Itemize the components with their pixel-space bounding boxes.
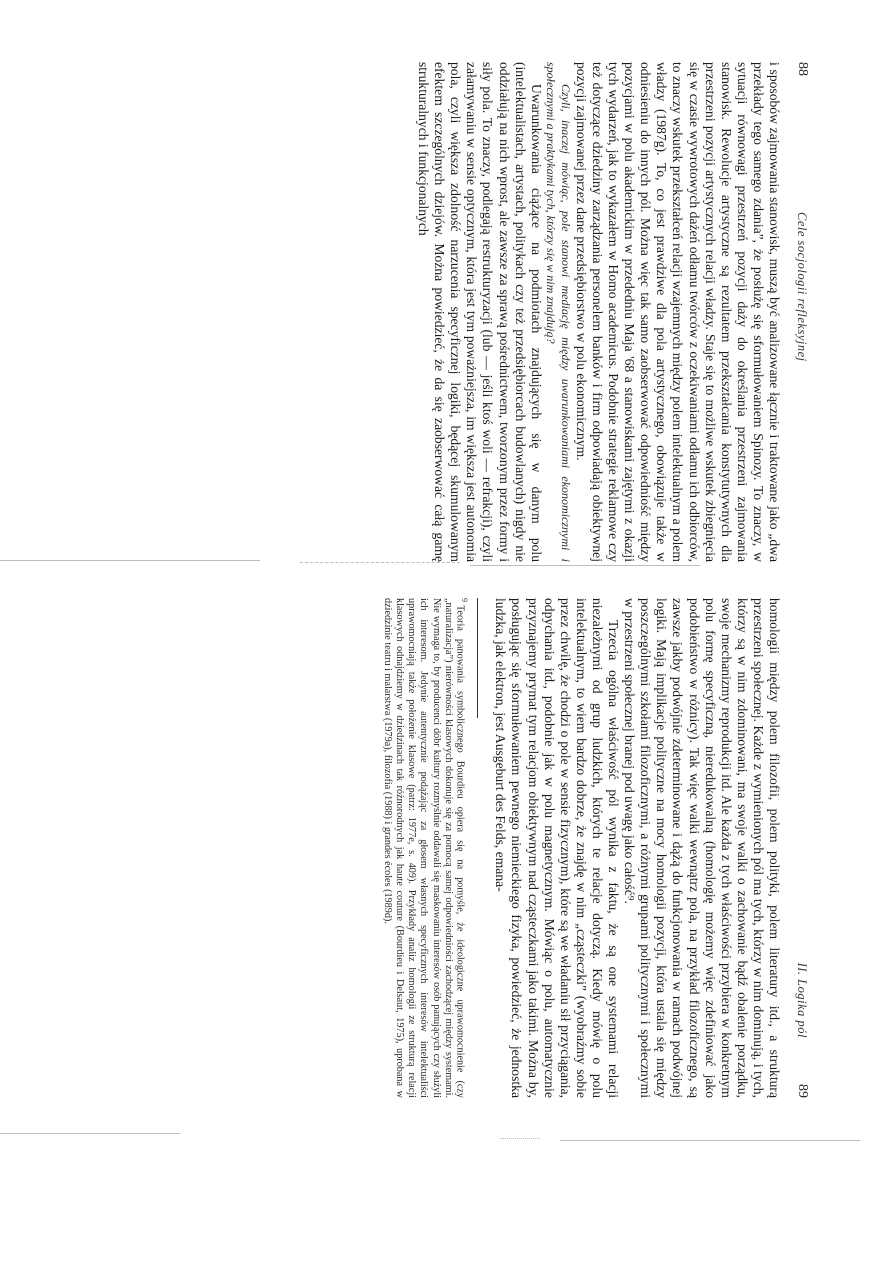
paragraph: homologii między polem filozofii, polem polityki, polem literatury itd., a strukturą przestrzeni społecznej. Każde z wymienionych pól ma tych, którzy w nim dominują, i tych, którzy są w nim zdominowani, ma swoje walki o zachowanie bądź obalenie porządku, swoje mechanizmy reprodukcji itd. Ale każda z tych właściwości przybiera w konkretnym polu formę specyficzną, nieredukowalną (homologię możemy więc zdefiniować jako podobieństwo w różnicy). Tak więc walki wewnątrz pola, na przykład filozoficznego, są zawsze jakby podwójnie zdeterminowane i dążą do funkcjonowania w ramach podwójnej logiki. Mają implikacje polityczne na mocy homologii pozycji, która ustala się między poszczególnymi szkołami filozoficznymi, a różnymi grupami politycznymi i społecznymi w przestrzeni społecznej branej pod uwagę jako całość⁹. bbox=[622, 598, 782, 1098]
footnote-mark: 9 bbox=[460, 598, 470, 602]
paragraph: i sposobów zajmowania stanowisk, muszą być analizowane łącznie i traktowane jako „dwa przekłady tego samego zdania”, że posłużę się sformułowaniem Spinozy. To znaczy, w sytuacji równowagi przestrzeń pozycji daży do określania przestrzeni zajmowania stanowisk. Rewolucje artystyczne są rezultatem przekształcania konstytutywnych dla przestrzeni pozycji artystycznych relacji władzy. Staje się to możliwe wskutek zbiegnięcia się w czasie wywrotowych dażeń odłamu twórców z oczekiwaniami odłamu ich odbiorców, to znaczy wskutek przekształceń relacji wzajemnych między polem intelektualnym a polem władzy (1987g). To, co jest prawdziwe dla pola artystycznego, obowiązuje także w odniesieniu do innych pól. Można więc tak samo zaobserwować odpowiedniość między pozycjami w polu akademickim w przededniu Maja '68 a stanowiskami zajętymi z okazji tych wydarzeń, jak to wykazałem w Homo academicus. Podobnie strategie reklamowe czy też dotyczące dziedziny zarządzania personelem banków i firm odpowiadają obiektywnej pozycji zajmowanej przez dane przedsiębiorstwo w polu ekonomicznym. bbox=[573, 62, 782, 562]
question-motto: Czyli, inaczej mówiąc, pole stanowi mediację między uwarunkowaniami ekonomicznymi i społecznymi a praktykami tych, którzy się w nim znajdują? bbox=[544, 62, 573, 562]
page-88 bbox=[110, 62, 810, 562]
footnote-text: Teoria panowania symbolicznego Bourdieu opiera się na pomyśle, że ideologiczne uprawomocnienie (czy „naturalizacja”) nierówności klasowych dokonuje się za pomocą samej odpowiedniości zachodzącej między systemami. Nie wymaga to, by producenci dóbr kultury rozmyślnie oddawali się maskowaniu interesów osób panujących czy służyli ich interesom. Jedynie autentycznie podążając za głosem własnych specyficznych interesów intelektualiści uprawomocniają także położenie klasowe (patrz: 1977e, s. 409). Przykłady analiz homologii ze strukturą relacji klasowych odnajdziemy w dziedzinach tak różnorodnych jak haute couture (Bourdieu i Delsaut, 1975), uprobana w dziedzinie teatru i malarstwa (1979a), filozofia (1988) i grandes écoles (1989d). bbox=[381, 598, 466, 1098]
body-text bbox=[415, 62, 782, 562]
scan-artifact-line bbox=[470, 565, 700, 566]
scan-artifact-line bbox=[300, 562, 460, 563]
footnote-rule bbox=[477, 598, 478, 718]
footnote bbox=[381, 598, 471, 1098]
paragraph: Trzecia ogólna właściwość pól wynika z faktu, że są one systemami relacji niezależnymi od grup ludzkich, których te relacje dotyczą. Kiedy mówię o polu intelektualnym, to wiem bardzo dobrze, że znajdę w nim „cząsteczki” (wyobraźmy sobie przez chwilę, że chodzi o pole w sensie fizycznym), które są we władaniu sił przyciągania, odpychania itd., podobnie jak w polu magnetycznym. Mówiąc o polu, automatycznie przyznajemy prymat tym relacjom obiektywnym nad cząsteczkami jako takimi. Można by, posługując się sformułowaniem pewnego niemieckiego fizyka, powiedzieć, że jednostka ludzka, jak elektron, jest Ausgeburt des Felds, emana- bbox=[493, 598, 622, 1098]
page-number: 89 bbox=[795, 1084, 810, 1098]
running-title: II. Logika pól bbox=[795, 962, 809, 1038]
running-head bbox=[788, 598, 810, 1098]
page-89 bbox=[110, 598, 810, 1098]
scan-artifact-line bbox=[560, 1140, 860, 1141]
body-text bbox=[492, 598, 782, 1098]
paragraph: Uwarunkowania ciążące na podmiotach znajdujących się w danym polu (intelektualistach, artystach, politykach czy też przedsiębiorcach budowlanych) nigdy nie oddziałują na nich wprost, ale zawsze za sprawą pośrednictwem, tworzonym przez formy i siły pola. To znaczy, podlegają restrukturyzacji (lub — jeśli ktoś woli — refrakcji), czyli załamywaniu w sensie optycznym, która jest tym poważniejsza, im większa jest autonomia pola, czyli większa zdolność narzucenia specyficznej logiki, będącej skumulowanym efektem szczególnych dziejów. Można powiedzieć, że da się zaobserwować całą gamę strukturalnych i funkcjonalnych bbox=[416, 62, 544, 562]
scan-artifact-line bbox=[500, 1138, 540, 1139]
page-number: 88 bbox=[795, 62, 810, 76]
running-head bbox=[788, 62, 810, 562]
running-title: Cele socjologii refleksyjnej bbox=[795, 212, 809, 362]
scan-artifact-line bbox=[0, 1133, 180, 1134]
